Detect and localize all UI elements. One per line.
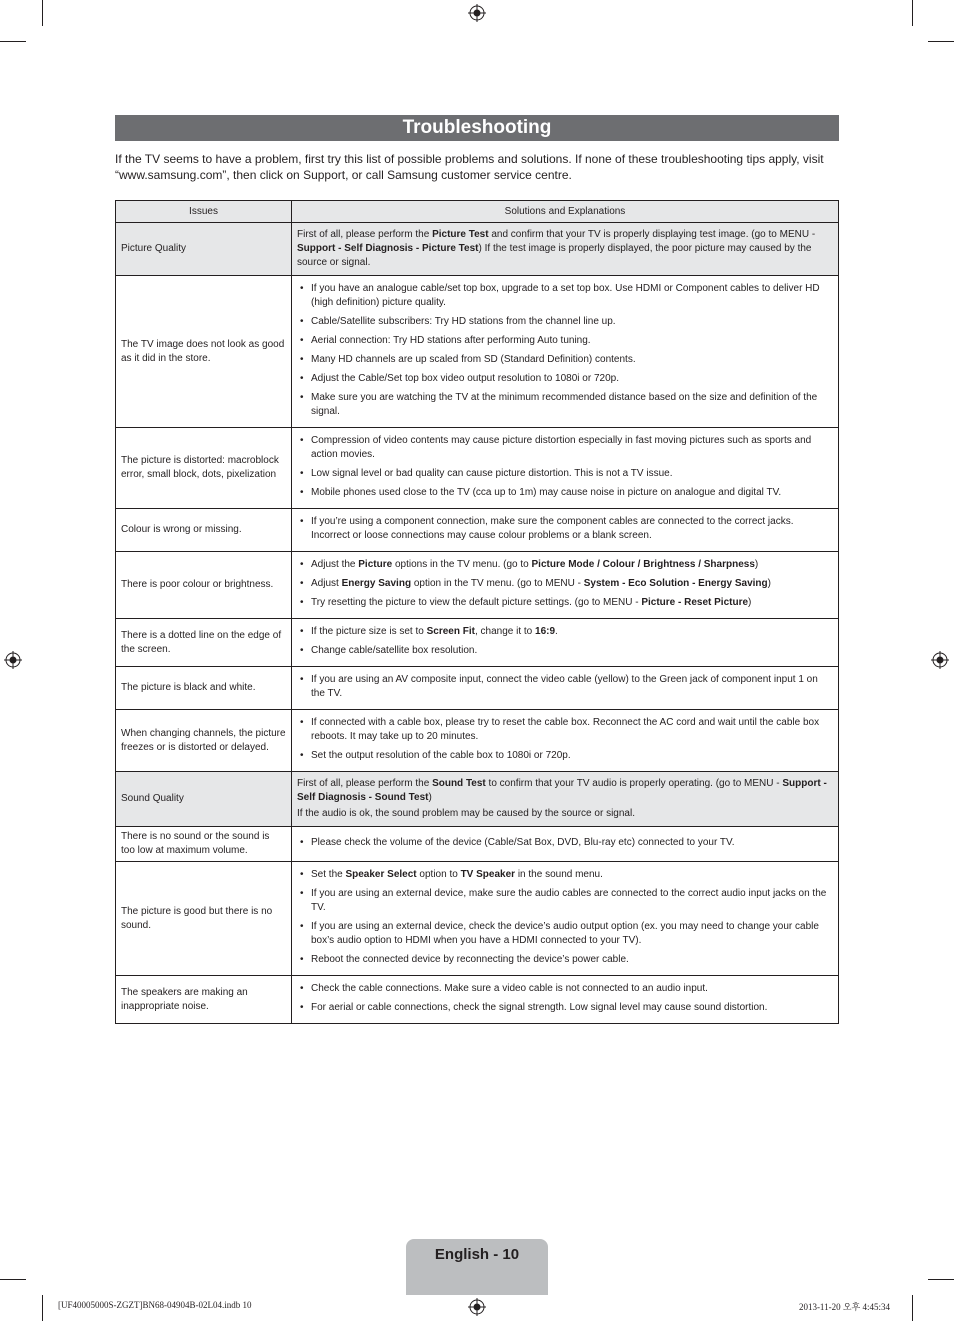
- bold-term: Picture - Reset Picture: [641, 597, 749, 608]
- solution-cell: [292, 619, 839, 667]
- text-run: If the audio is ok, the sound problem may be caused by the source or signal.: [297, 808, 635, 819]
- solution-paragraph: [297, 807, 833, 821]
- table-row: [116, 552, 839, 619]
- list-item: [297, 391, 833, 419]
- table-row: [116, 827, 839, 862]
- issue-cell: There is a dotted line on the edge of the screen.: [116, 619, 292, 667]
- solution-list: [297, 282, 833, 419]
- bold-term: Sound Test: [432, 778, 486, 789]
- text-run: ): [428, 792, 432, 803]
- registration-mark-icon: [468, 4, 486, 22]
- solution-cell: [292, 710, 839, 772]
- bold-term: Picture Mode / Colour / Brightness / Sharpness: [531, 559, 755, 570]
- issue-cell: Colour is wrong or missing.: [116, 509, 292, 552]
- bold-term: 16:9: [535, 626, 556, 637]
- text-run: First of all, please perform the: [297, 778, 433, 789]
- text-run: If you have an analogue cable/set top box, upgrade to a set top box. Use HDMI or Component cables to deliver HD (high definition) picture quality.: [311, 283, 820, 308]
- text-run: ): [748, 597, 752, 608]
- table-row: [116, 862, 839, 976]
- page-title: Troubleshooting: [115, 115, 839, 141]
- list-item: [297, 315, 833, 329]
- solution-list: [297, 868, 833, 967]
- bold-term: Picture Test: [432, 229, 489, 240]
- table-category-row: [116, 772, 839, 827]
- solution-cell: [292, 428, 839, 509]
- table-row: [116, 276, 839, 428]
- solution-cell: [292, 667, 839, 710]
- list-item: [297, 716, 833, 744]
- footer-timestamp: 2013-11-20 오후 4:45:34: [798, 1302, 890, 1312]
- text-run: Cable/Satellite subscribers: Try HD stations from the channel line up.: [311, 316, 616, 327]
- registration-mark-icon: [931, 651, 949, 669]
- list-item: [297, 836, 833, 850]
- bold-term: Speaker Select: [345, 869, 417, 880]
- registration-mark-icon: [4, 651, 22, 669]
- issue-cell: The speakers are making an inappropriate noise.: [116, 976, 292, 1024]
- text-run: Please check the volume of the device (Cable/Sat Box, DVD, Blu-ray etc) connected to your TV.: [311, 837, 735, 848]
- list-item: [297, 596, 833, 610]
- list-item: [297, 644, 833, 658]
- bold-term: System - Eco Solution - Energy Saving: [583, 578, 768, 589]
- solution-cell: [292, 976, 839, 1024]
- list-item: [297, 868, 833, 882]
- text-run: If connected with a cable box, please try to reset the cable box. Reconnect the AC cord and wait until the cable box reboots. It may take up to 20 minutes.: [311, 717, 820, 742]
- solution-list: [297, 982, 833, 1015]
- text-run: ): [767, 578, 771, 589]
- solution-list: [297, 625, 833, 658]
- solution-cell: [292, 509, 839, 552]
- text-run: If you are using an external device, make sure the audio cables are connected to the correct audio input jacks on the TV.: [311, 888, 827, 913]
- text-run: Mobile phones used close to the TV (cca up to 1m) may cause noise in picture on analogue and digital TV.: [311, 487, 782, 498]
- bold-term: TV Speaker: [460, 869, 516, 880]
- text-run: Compression of video contents may cause picture distortion especially in fast moving pictures such as sports and action movies.: [311, 435, 812, 460]
- text-run: Reboot the connected device by reconnecting the device’s power cable.: [311, 954, 629, 965]
- text-run: If the picture size is set to: [311, 626, 427, 637]
- text-run: If you are using an external device, check the device’s audio output option (ex. you may need to change your cable box’s audio option to HDMI when you have a HDMI connected to your TV).: [311, 921, 819, 946]
- table-row: [116, 428, 839, 509]
- text-run: Make sure you are watching the TV at the minimum recommended distance based on the size and definition of the signal.: [311, 392, 818, 417]
- bold-term: Picture: [358, 559, 393, 570]
- solution-cell: [292, 276, 839, 428]
- list-item: [297, 434, 833, 462]
- list-item: [297, 486, 833, 500]
- text-run: options in the TV menu. (go to: [392, 559, 532, 570]
- text-run: First of all, please perform the: [297, 229, 433, 240]
- solution-list: [297, 673, 833, 701]
- text-run: and confirm that your TV is properly displaying test image. (go to MENU -: [488, 229, 816, 240]
- issue-cell: The picture is black and white.: [116, 667, 292, 710]
- list-item: [297, 982, 833, 996]
- table-row: [116, 619, 839, 667]
- list-item: [297, 625, 833, 639]
- text-run: Adjust the: [311, 559, 359, 570]
- text-run: Adjust the Cable/Set top box video output resolution to 1080i or 720p.: [311, 373, 619, 384]
- solution-cell: [292, 827, 839, 862]
- text-run: Try resetting the picture to view the default picture settings. (go to MENU -: [311, 597, 642, 608]
- text-run: option to: [416, 869, 461, 880]
- text-run: Many HD channels are up scaled from SD (Standard Definition) contents.: [311, 354, 636, 365]
- intro-paragraph: If the TV seems to have a problem, first try this list of possible problems and solutions. If none of these troubleshooting tips apply, visit “www.samsung.com”, then click on Support, or call Samsung customer service centre.: [115, 152, 824, 182]
- text-run: .: [555, 626, 558, 637]
- list-item: [297, 577, 833, 591]
- list-item: [297, 673, 833, 701]
- list-item: [297, 558, 833, 572]
- list-item: [297, 282, 833, 310]
- bold-term: Support - Self Diagnosis - Picture Test: [297, 243, 479, 254]
- table-category-row: [116, 223, 839, 276]
- issue-cell: The picture is distorted: macroblock error, small block, dots, pixelization: [116, 428, 292, 509]
- solution-paragraph: [297, 777, 833, 805]
- table-row: [116, 710, 839, 772]
- solution-list: [297, 558, 833, 610]
- issue-cell: When changing channels, the picture freezes or is distorted or delayed.: [116, 710, 292, 772]
- solution-list: [297, 716, 833, 763]
- issue-cell: Picture Quality: [116, 223, 292, 276]
- text-run: If you are using an AV composite input, connect the video cable (yellow) to the Green jack of component input 1 on the TV.: [311, 674, 818, 699]
- text-run: ) If the test image is properly displayed, the poor picture may caused by the source or signal.: [297, 243, 812, 268]
- solution-list: [297, 515, 833, 543]
- text-run: If you’re using a component connection, make sure the component cables are connected to the correct jacks. Incorrect or loose connections may cause colour problems or a blank screen.: [311, 516, 794, 541]
- text-run: Adjust: [311, 578, 342, 589]
- list-item: [297, 334, 833, 348]
- text-run: Set the: [311, 869, 346, 880]
- table-row: [116, 667, 839, 710]
- bold-term: Screen Fit: [426, 626, 475, 637]
- list-item: [297, 953, 833, 967]
- text-run: ): [754, 559, 759, 570]
- text-run: Change cable/satellite box resolution.: [311, 645, 478, 656]
- text-run: Low signal level or bad quality can cause picture distortion. This is not a TV issue.: [311, 468, 673, 479]
- table-row: [116, 509, 839, 552]
- table-row: [116, 976, 839, 1024]
- header-solutions: Solutions and Explanations: [292, 201, 839, 223]
- list-item: [297, 920, 833, 948]
- list-item: [297, 749, 833, 763]
- solution-paragraph: [297, 228, 833, 270]
- text-run: in the sound menu.: [515, 869, 603, 880]
- issue-cell: The TV image does not look as good as it did in the store.: [116, 276, 292, 428]
- list-item: [297, 353, 833, 367]
- table-header-row: [116, 201, 839, 223]
- footer-file-name: [UF40005000S-ZGZT]BN68-04904B-02L04.indb 10: [58, 1300, 252, 1310]
- solution-list: [297, 836, 833, 850]
- solution-cell: [292, 552, 839, 619]
- solution-cell: [292, 223, 839, 276]
- list-item: [297, 887, 833, 915]
- issue-cell: There is poor colour or brightness.: [116, 552, 292, 619]
- page-number-tab: English - 10: [406, 1239, 548, 1295]
- text-run: to confirm that your TV audio is properly operating. (go to MENU -: [485, 778, 783, 789]
- list-item: [297, 372, 833, 386]
- solution-cell: [292, 862, 839, 976]
- list-item: [297, 1001, 833, 1015]
- text-run: Set the output resolution of the cable box to 1080i or 720p.: [311, 750, 571, 761]
- solution-cell: [292, 772, 839, 827]
- text-run: Check the cable connections. Make sure a video cable is not connected to an audio input.: [311, 983, 708, 994]
- text-run: Aerial connection: Try HD stations after performing Auto tuning.: [311, 335, 591, 346]
- bold-term: Support - Self Diagnosis - Sound Test: [297, 778, 827, 803]
- list-item: [297, 467, 833, 481]
- issue-cell: The picture is good but there is no sound.: [116, 862, 292, 976]
- registration-mark-icon: [468, 1298, 486, 1316]
- issue-cell: There is no sound or the sound is too low at maximum volume.: [116, 827, 292, 862]
- bold-term: Energy Saving: [341, 578, 412, 589]
- solution-list: [297, 434, 833, 500]
- issue-cell: Sound Quality: [116, 772, 292, 827]
- troubleshooting-table: [115, 200, 839, 1024]
- header-issues: Issues: [116, 201, 292, 223]
- text-run: For aerial or cable connections, check the signal strength. Low signal level may cause sound distortion.: [311, 1002, 768, 1013]
- list-item: [297, 515, 833, 543]
- text-run: , change it to: [474, 626, 536, 637]
- text-run: option in the TV menu. (go to MENU -: [411, 578, 584, 589]
